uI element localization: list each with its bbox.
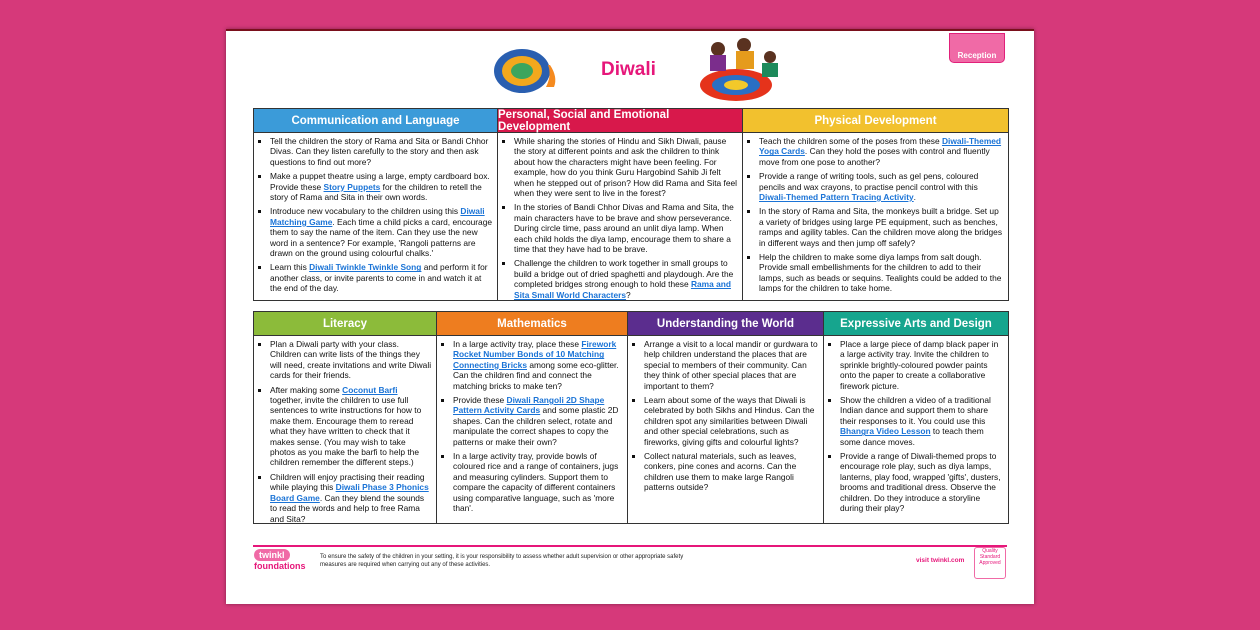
children-rangoli-illustration — [696, 35, 786, 105]
activity-item — [840, 451, 1004, 513]
activity-text: In the story of Rama and Sita, the monkeys built a bridge. Set up a variety of bridges using large PE equipment, such as benches, ramps and agility tables. Can the children move along the bridges in different ways and then jump off safely? — [759, 206, 1003, 248]
activity-item — [644, 339, 819, 391]
activity-text: . Can they blend the sounds to read the words and help to free Rama and Sita? — [270, 492, 425, 524]
activity-text: and perform it for another class, or invite parents to come in and watch it at the end of the day. — [270, 262, 488, 294]
area-header: Communication and Language — [254, 109, 497, 133]
activity-text: Tell the children the story of Rama and Sita or Bandi Chhor Divas. Can they listen carefully to the story and then ask questions to find out more? — [270, 136, 489, 167]
activity-text: Learn about some of the ways that Diwali is celebrated by both Sikhs and Hindus. Can the children spot any similarities between Diwali and other special celebrations, such as fireworks, giving gifts and colourful lights? — [644, 395, 815, 447]
activity-item — [270, 262, 493, 293]
area-header: Mathematics — [437, 312, 627, 336]
activity-text: Arrange a visit to a local mandir or gurdwara to help children understand the places that are special to members of their community. Can they think of other special places that are important to them? — [644, 339, 818, 391]
activity-text: . — [913, 192, 916, 203]
activity-text: Provide a range of writing tools, such as gel pens, coloured pencils and wax crayons, to practise pencil control with this — [759, 171, 979, 192]
top-area-grid — [253, 108, 1009, 301]
activity-item — [270, 339, 432, 381]
area-lit — [254, 312, 437, 523]
activity-list — [824, 336, 1008, 518]
logo-top-text: twinkl — [254, 549, 290, 561]
quality-badge-text: Quality Standard Approved — [979, 548, 1001, 566]
activity-text: Plan a Diwali party with your class. Children can write lists of the things they will need, create invitations and write Diwali cards for their friends. — [270, 339, 432, 381]
twinkl-foundations-logo — [254, 549, 306, 571]
area-header: Personal, Social and Emotional Development — [498, 109, 742, 133]
safety-notice: To ensure the safety of the children in your setting, it is your responsibility to assess whether adult supervision or other appropriate safety measures are required when carrying out any of these activities. — [320, 554, 684, 568]
resource-link[interactable]: Firework Rocket Number Bonds of 10 Matching Connecting Bricks — [453, 339, 617, 370]
resource-link[interactable]: Diwali-Themed Yoga Cards — [759, 136, 1002, 157]
activity-item — [270, 171, 493, 202]
resource-link[interactable]: Bhangra Video Lesson — [840, 426, 931, 437]
activity-text: and some plastic 2D shapes. Can the children select, rotate and manipulate the correct shapes to copy the patterns or make their own? — [453, 405, 619, 447]
activity-item — [270, 136, 493, 167]
activity-item — [453, 395, 623, 447]
quality-badge — [974, 547, 1006, 579]
activity-text: In a large activity tray, place these — [453, 339, 582, 349]
area-header: Understanding the World — [628, 312, 823, 336]
activity-text: . Each time a child picks a card, encourage them to say the name of the item. Can they use the new word in a sentence? For example, 'Rangoli patterns are drawn on the ground using colourful chalks.' — [270, 216, 493, 259]
activity-text: among some eco-glitter. Can the children find and connect the matching bricks to make ten? — [453, 359, 619, 391]
activity-text: ? — [626, 289, 631, 300]
activity-item — [759, 206, 1004, 248]
activity-item — [453, 339, 623, 391]
activity-list — [254, 336, 436, 528]
resource-link[interactable]: Diwali Rangoli 2D Shape Pattern Activity Cards — [453, 395, 605, 416]
area-comm — [254, 109, 498, 300]
activity-text: Teach the children some of the poses from these — [759, 136, 942, 146]
activity-text: together, invite the children to use full sentences to write instructions for how to make them. Encourage them to reread what they have written to check that it makes sense. (You may wish to take photos as you make the barfi to help the children remember the different steps.) — [270, 395, 422, 468]
activity-item — [759, 252, 1004, 294]
activity-list — [498, 133, 742, 304]
resource-link[interactable]: Diwali Phase 3 Phonics Board Game — [270, 482, 429, 503]
activity-item — [759, 136, 1004, 167]
logo-bottom-text: foundations — [254, 561, 306, 571]
rangoli-peacock-illustration — [492, 43, 558, 95]
bottom-area-grid — [253, 311, 1009, 524]
resource-link[interactable]: Diwali Twinkle Twinkle Song — [309, 262, 422, 273]
activity-text: In a large activity tray, provide bowls of coloured rice and a range of containers, jugs and measuring cylinders. Support them to compare the capacity of different containers using comparative language, such as 'more than'. — [453, 451, 619, 514]
activity-text: Place a large piece of damp black paper in a large activity tray. Invite the children to sprinkle brightly-coloured powder paints onto the paper to create a collaborative firework picture. — [840, 339, 999, 391]
activity-item — [514, 258, 738, 300]
area-ead — [824, 312, 1008, 523]
activity-text: After making some — [270, 384, 343, 395]
area-uw — [628, 312, 824, 523]
activity-text: Challenge the children to work together in small groups to build a bridge out of dried spaghetti and playdough. Are the completed bridges strong enough to hold these — [514, 258, 734, 290]
activity-text: Help the children to make some diya lamps from salt dough. Provide small embellishments for the children to add to their lamps, such as beads or sequins. Tealights could be added to the lamps for the children to take home. — [759, 252, 1002, 294]
activity-item — [644, 395, 819, 447]
footer-divider — [253, 545, 1007, 547]
activity-text: . Can they hold the poses with control and fluently move from one pose to another? — [759, 146, 990, 167]
activity-list — [437, 336, 627, 518]
activity-list — [254, 133, 497, 298]
activity-item — [514, 202, 738, 254]
activity-item — [840, 395, 1004, 447]
page-title: Diwali — [601, 59, 656, 80]
area-header: Expressive Arts and Design — [824, 312, 1008, 336]
area-header: Literacy — [254, 312, 436, 336]
area-header: Physical Development — [743, 109, 1008, 133]
activity-text: Collect natural materials, such as leaves, conkers, pine cones and acorns. Can the children use them to make large Rangoli patterns outside? — [644, 451, 797, 493]
activity-text: While sharing the stories of Hindu and Sikh Diwali, pause the story at different points and ask the children to think about how the characters might have been feeling. For example, how do you think Guru Hargobind Sahib Ji felt when he stepped out of prison? How did Rama and Sita feel when they were sent to live in the forest? — [514, 136, 738, 199]
reception-badge: Reception — [949, 33, 1005, 63]
activity-item — [759, 171, 1004, 202]
area-math — [437, 312, 628, 523]
activity-text: Children will enjoy practising their reading while playing this — [270, 471, 425, 493]
activity-item — [514, 136, 738, 198]
resource-link[interactable]: Diwali-Themed Pattern Tracing Activity — [759, 192, 914, 203]
activity-text: In the stories of Bandi Chhor Divas and Rama and Sita, the main characters have to be brave and show perseverance. During circle time, pass around an unlit diya lamp. When each child holds the diya lamp, encourage them to share a time that they have had to be brave. — [514, 202, 734, 255]
resource-link[interactable]: Diwali Matching Game — [270, 206, 485, 227]
resource-link[interactable]: Story Puppets — [323, 181, 381, 192]
activity-item — [644, 451, 819, 493]
activity-item — [270, 385, 432, 468]
activity-text: Introduce new vocabulary to the children using this — [270, 206, 461, 217]
activity-item — [270, 472, 432, 524]
activity-list — [628, 336, 823, 497]
activity-text: to teach them some dance moves. — [840, 426, 984, 447]
activity-text: for the children to retell the story of Rama and Sita in their own words. — [270, 181, 482, 203]
area-psed — [498, 109, 743, 300]
activity-text: Learn this — [270, 262, 310, 273]
activity-text: Provide a range of Diwali-themed props to encourage role play, such as diya lamps, lanterns, play food, wrapped 'gifts', dusters, brooms and traditional dress. Observe the children. Do they introduce a storyline during their play? — [840, 451, 1001, 514]
activity-text: Show the children a video of a traditional Indian dance and support them to share their responses to it. You could use this — [840, 395, 991, 426]
activity-item — [453, 451, 623, 513]
resource-link[interactable]: Rama and Sita Small World Characters — [514, 279, 731, 300]
activity-text: Provide these — [453, 395, 507, 406]
activity-item — [840, 339, 1004, 391]
activity-list — [743, 133, 1008, 298]
resource-link[interactable]: Coconut Barfi — [342, 384, 398, 395]
activity-text: Make a puppet theatre using a large, empty cardboard box. Provide these — [270, 171, 490, 192]
activity-item — [270, 206, 493, 258]
document-page — [226, 29, 1034, 604]
area-phys — [743, 109, 1008, 300]
visit-link[interactable]: visit twinkl.com — [916, 557, 965, 564]
